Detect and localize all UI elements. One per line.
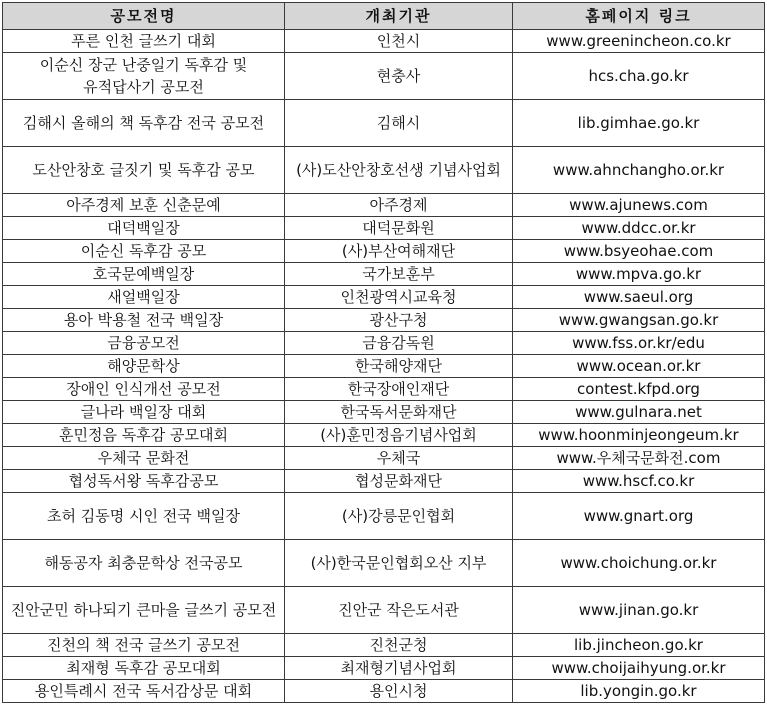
organizer-cell: (사)훈민정음기념사업회 — [285, 424, 513, 447]
table-row — [3, 634, 765, 657]
homepage-link-cell[interactable]: lib.yongin.go.kr — [513, 680, 765, 703]
homepage-link-cell[interactable]: www.hscf.co.kr — [513, 470, 765, 493]
homepage-link-cell[interactable]: www.greenincheon.co.kr — [513, 30, 765, 53]
homepage-link-cell[interactable]: www.gulnara.net — [513, 401, 765, 424]
organizer-cell: (사)한국문인협회오산 지부 — [285, 540, 513, 587]
homepage-link-cell[interactable]: www.gwangsan.go.kr — [513, 309, 765, 332]
organizer-cell: 한국독서문화재단 — [285, 401, 513, 424]
contest-name-cell: 진안군민 하나되기 큰마을 글쓰기 공모전 — [3, 587, 285, 634]
contest-name-cell: 용인특례시 전국 독서감상문 대회 — [3, 680, 285, 703]
organizer-cell: 진천군청 — [285, 634, 513, 657]
organizer-cell: 대덕문화원 — [285, 217, 513, 240]
table-row — [3, 587, 765, 634]
table-row — [3, 53, 765, 100]
homepage-link-cell[interactable]: www.ahnchangho.or.kr — [513, 147, 765, 194]
homepage-link-cell[interactable]: www.fss.or.kr/edu — [513, 332, 765, 355]
contest-name-cell: 용아 박용철 전국 백일장 — [3, 309, 285, 332]
contest-name-cell: 우체국 문화전 — [3, 447, 285, 470]
table-row — [3, 309, 765, 332]
organizer-cell: 한국장애인재단 — [285, 378, 513, 401]
table-row — [3, 657, 765, 680]
contest-name-cell: 초허 김동명 시인 전국 백일장 — [3, 493, 285, 540]
homepage-link-cell[interactable]: www.bsyeohae.com — [513, 240, 765, 263]
homepage-link-cell[interactable]: www.gnart.org — [513, 493, 765, 540]
homepage-link-cell[interactable]: www.choichung.or.kr — [513, 540, 765, 587]
homepage-link-cell[interactable]: lib.gimhae.go.kr — [513, 100, 765, 147]
table-row — [3, 493, 765, 540]
table-row — [3, 447, 765, 470]
homepage-link-cell[interactable]: www.saeul.org — [513, 286, 765, 309]
homepage-link-cell[interactable]: www.ajunews.com — [513, 194, 765, 217]
contest-name-cell: 푸른 인천 글쓰기 대회 — [3, 30, 285, 53]
homepage-link-cell[interactable]: www.ocean.or.kr — [513, 355, 765, 378]
header-row — [3, 3, 765, 30]
table-row — [3, 194, 765, 217]
contest-name-cell: 금융공모전 — [3, 332, 285, 355]
table-row — [3, 401, 765, 424]
organizer-cell: 금융감독원 — [285, 332, 513, 355]
table-row — [3, 332, 765, 355]
organizer-cell: 우체국 — [285, 447, 513, 470]
header-contest-name: 공모전명 — [3, 3, 285, 30]
contest-name-cell: 대덕백일장 — [3, 217, 285, 240]
organizer-cell: 현충사 — [285, 53, 513, 100]
organizer-cell: (사)도산안창호선생 기념사업회 — [285, 147, 513, 194]
contest-name-cell: 호국문예백일장 — [3, 263, 285, 286]
organizer-cell: 인천시 — [285, 30, 513, 53]
organizer-cell: 김해시 — [285, 100, 513, 147]
table-row — [3, 263, 765, 286]
table-row — [3, 540, 765, 587]
homepage-link-cell[interactable]: www.hoonminjeongeum.kr — [513, 424, 765, 447]
contest-name-cell: 김해시 올해의 책 독후감 전국 공모전 — [3, 100, 285, 147]
header-homepage-link: 홈페이지 링크 — [513, 3, 765, 30]
homepage-link-cell[interactable]: lib.jincheon.go.kr — [513, 634, 765, 657]
contest-table — [2, 2, 765, 703]
contest-name-cell: 해양문학상 — [3, 355, 285, 378]
contest-name-cell: 협성독서왕 독후감공모 — [3, 470, 285, 493]
homepage-link-cell[interactable]: contest.kfpd.org — [513, 378, 765, 401]
contest-name-cell: 최재형 독후감 공모대회 — [3, 657, 285, 680]
table-row — [3, 100, 765, 147]
homepage-link-cell[interactable]: www.mpva.go.kr — [513, 263, 765, 286]
homepage-link-cell[interactable]: hcs.cha.go.kr — [513, 53, 765, 100]
organizer-cell: (사)부산여해재단 — [285, 240, 513, 263]
contest-name-cell: 글나라 백일장 대회 — [3, 401, 285, 424]
organizer-cell: 국가보훈부 — [285, 263, 513, 286]
homepage-link-cell[interactable]: www.ddcc.or.kr — [513, 217, 765, 240]
homepage-link-cell[interactable]: www.우체국문화전.com — [513, 447, 765, 470]
contest-name-cell: 이순신 독후감 공모 — [3, 240, 285, 263]
contest-name-cell: 새얼백일장 — [3, 286, 285, 309]
contest-name-cell: 이순신 장군 난중일기 독후감 및 유적답사기 공모전 — [3, 53, 285, 100]
organizer-cell: 협성문화재단 — [285, 470, 513, 493]
table-row — [3, 30, 765, 53]
homepage-link-cell[interactable]: www.choijaihyung.or.kr — [513, 657, 765, 680]
table-row — [3, 240, 765, 263]
organizer-cell: (사)강릉문인협회 — [285, 493, 513, 540]
contest-name-cell: 아주경제 보훈 신춘문예 — [3, 194, 285, 217]
organizer-cell: 광산구청 — [285, 309, 513, 332]
table-row — [3, 424, 765, 447]
table-row — [3, 378, 765, 401]
table-row — [3, 217, 765, 240]
organizer-cell: 아주경제 — [285, 194, 513, 217]
table-row — [3, 470, 765, 493]
table-row — [3, 680, 765, 703]
header-organizer: 개최기관 — [285, 3, 513, 30]
organizer-cell: 한국해양재단 — [285, 355, 513, 378]
contest-name-cell: 훈민정음 독후감 공모대회 — [3, 424, 285, 447]
contest-name-cell: 장애인 인식개선 공모전 — [3, 378, 285, 401]
organizer-cell: 최재형기념사업회 — [285, 657, 513, 680]
table-row — [3, 355, 765, 378]
contest-name-cell: 진천의 책 전국 글쓰기 공모전 — [3, 634, 285, 657]
homepage-link-cell[interactable]: www.jinan.go.kr — [513, 587, 765, 634]
contest-name-cell: 도산안창호 글짓기 및 독후감 공모 — [3, 147, 285, 194]
organizer-cell: 진안군 작은도서관 — [285, 587, 513, 634]
organizer-cell: 인천광역시교육청 — [285, 286, 513, 309]
table-row — [3, 286, 765, 309]
organizer-cell: 용인시청 — [285, 680, 513, 703]
table-row — [3, 147, 765, 194]
contest-name-cell: 해동공자 최충문학상 전국공모 — [3, 540, 285, 587]
